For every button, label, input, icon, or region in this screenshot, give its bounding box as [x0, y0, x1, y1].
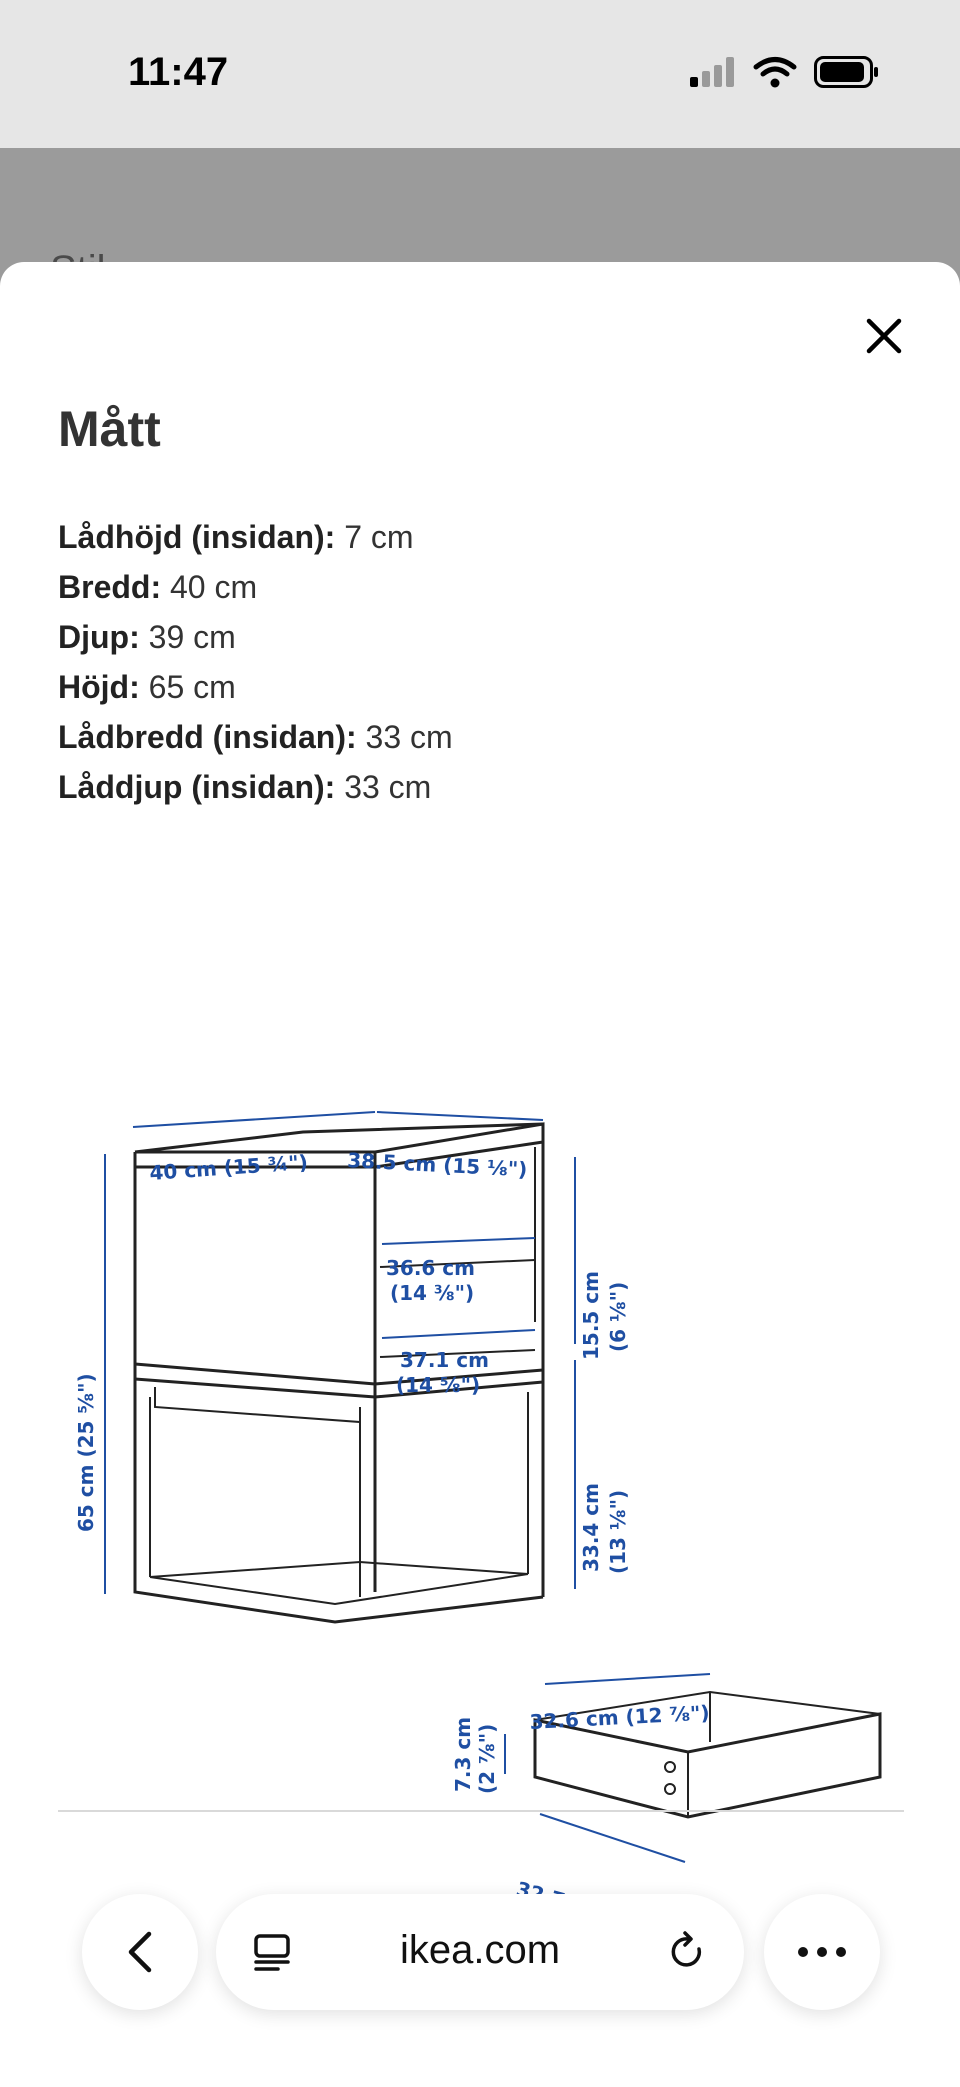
spec-label: Lådbredd (insidan): [58, 719, 357, 755]
status-bar [0, 0, 960, 148]
reload-icon[interactable] [666, 1931, 708, 1973]
cellular-signal-icon [690, 57, 736, 87]
close-icon [866, 318, 902, 354]
more-button[interactable] [764, 1894, 880, 2010]
spec-value: 40 cm [170, 569, 258, 605]
spec-label: Låddjup (insidan): [58, 769, 336, 805]
dimensions-sheet [0, 262, 960, 2087]
dim-leg-height-in: (13 ⅛") [606, 1489, 630, 1574]
dim-inner-height: 7.3 cm [451, 1716, 475, 1792]
address-bar[interactable] [216, 1894, 744, 2010]
dim-width: 40 cm (15 ¾") [148, 1149, 309, 1185]
wifi-icon [754, 56, 796, 88]
spec-row [58, 762, 453, 812]
spec-row [58, 612, 453, 662]
spec-label: Höjd: [58, 669, 140, 705]
status-icons [690, 56, 880, 88]
dim-drawer-front-width-in: (14 ⅜") [390, 1281, 475, 1305]
spec-label: Lådhöjd (insidan): [58, 519, 336, 555]
spec-row [58, 562, 453, 612]
spec-value: 7 cm [344, 519, 414, 555]
spec-value: 65 cm [148, 669, 236, 705]
spec-label: Bredd: [58, 569, 162, 605]
spec-row [58, 512, 453, 562]
sheet-title: Mått [58, 401, 161, 457]
spec-value: 39 cm [148, 619, 236, 655]
dim-height: 65 cm (25 ⅝") [74, 1373, 98, 1532]
dim-drawer-front-width: 36.6 cm [386, 1256, 476, 1280]
spec-value: 33 cm [344, 769, 432, 805]
dim-drawer-height: 15.5 cm [579, 1270, 603, 1360]
dim-shelf-width: 37.1 cm [400, 1348, 490, 1372]
spec-list [58, 512, 453, 812]
nightstand-drawing [135, 1124, 543, 1622]
status-time: 11:47 [128, 50, 229, 94]
dim-depth: 38.5 cm (15 ⅛") [346, 1148, 528, 1182]
spec-value: 33 cm [365, 719, 453, 755]
browser-toolbar [0, 1862, 960, 2087]
spec-label: Djup: [58, 619, 140, 655]
dimension-lines [105, 1112, 710, 1862]
url-text[interactable]: ikea.com [399, 1928, 561, 1972]
chevron-left-icon [125, 1930, 155, 1974]
spec-row [58, 662, 453, 712]
divider [58, 1810, 904, 1812]
dim-inner-width: 32.6 cm (12 ⅞") [529, 1700, 711, 1734]
back-button[interactable] [82, 1894, 198, 2010]
close-button[interactable] [856, 308, 912, 364]
dim-leg-height: 33.4 cm [579, 1482, 603, 1572]
dim-shelf-width-in: (14 ⅝") [396, 1373, 481, 1397]
battery-icon [814, 56, 880, 88]
dimension-diagram [60, 862, 900, 1794]
more-dots-icon [797, 1946, 847, 1958]
dim-inner-height-in: (2 ⅞") [475, 1723, 499, 1794]
spec-row [58, 712, 453, 762]
dim-drawer-height-in: (6 ⅛") [606, 1281, 630, 1352]
